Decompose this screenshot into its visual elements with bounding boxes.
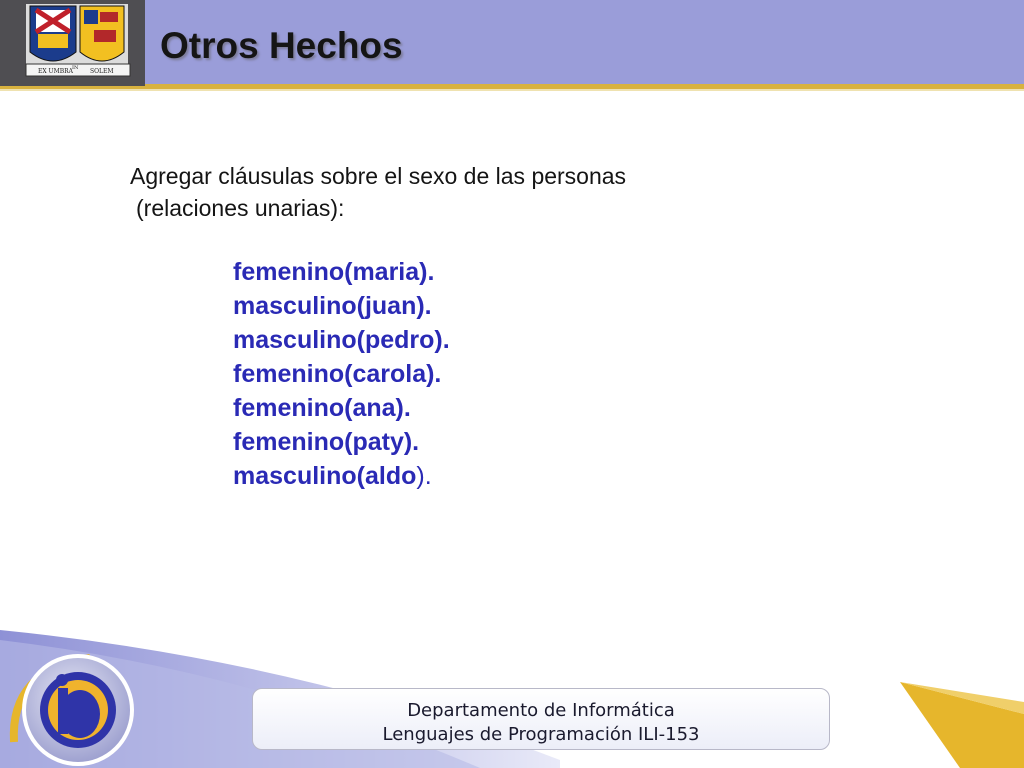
svg-text:IN: IN <box>72 65 79 71</box>
fact-line: femenino(paty). <box>233 428 420 456</box>
intro-line-2: (relaciones unarias): <box>136 195 345 221</box>
fact-line-last <box>233 459 450 493</box>
footer-box <box>252 688 830 750</box>
informatica-logo-icon <box>28 658 132 762</box>
slide-title: Otros Hechos <box>160 25 403 66</box>
intro-text <box>130 160 626 224</box>
footer-department: Departamento de Informática <box>407 700 675 721</box>
fact-line-last-text: masculino(aldo <box>233 462 417 490</box>
fact-line: femenino(carola). <box>233 360 442 388</box>
fact-line: femenino(maria). <box>233 258 435 286</box>
intro-line-1: Agregar cláusulas sobre el sexo de las personas <box>130 163 627 189</box>
fact-line: femenino(ana). <box>233 394 411 422</box>
svg-text:EX UMBRA: EX UMBRA <box>38 68 74 75</box>
fact-line: masculino(pedro). <box>233 326 450 354</box>
fact-line-last-suffix: ). <box>416 462 432 490</box>
footer-course: Lenguajes de Programación ILI-153 <box>382 724 700 745</box>
fact-list <box>233 255 450 493</box>
svg-text:SOLEM: SOLEM <box>90 68 114 75</box>
university-crest-icon <box>0 0 145 86</box>
header-rule-light <box>0 89 1024 91</box>
fact-line: masculino(juan). <box>233 292 432 320</box>
slide-header <box>0 0 1024 86</box>
